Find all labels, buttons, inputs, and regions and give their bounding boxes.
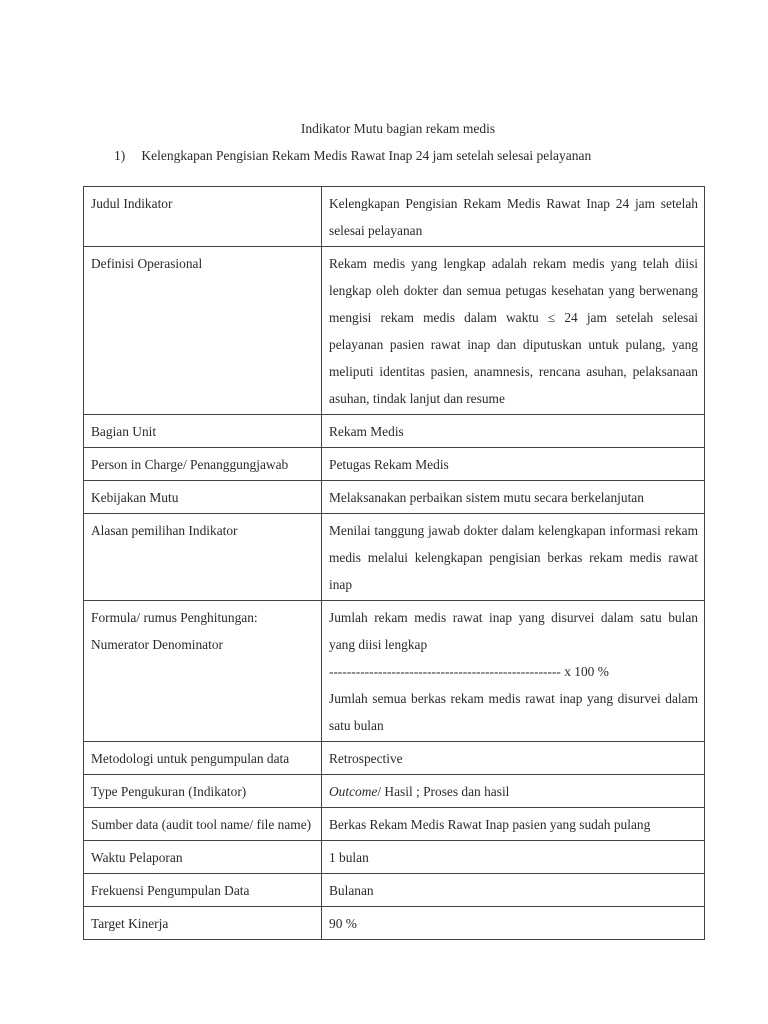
outcome-italic: Outcome	[329, 784, 378, 799]
row-value: 1 bulan	[322, 841, 705, 874]
row-value: Melaksanakan perbaikan sistem mutu secara berkelanjutan	[322, 481, 705, 514]
row-label: Metodologi untuk pengumpulan data	[84, 742, 322, 775]
formula-label-line1: Formula/ rumus Penghitungan:	[91, 610, 258, 625]
table-row-alasan-pemilihan	[84, 514, 705, 601]
row-label: Person in Charge/ Penanggungjawab	[84, 448, 322, 481]
row-value: Rekam Medis	[322, 415, 705, 448]
formula-numerator: Jumlah rekam medis rawat inap yang disurvei dalam satu bulan yang diisi lengkap	[329, 610, 698, 652]
table-row-bagian-unit	[84, 415, 705, 448]
row-label: Alasan pemilihan Indikator	[84, 514, 322, 601]
document-title: Indikator Mutu bagian rekam medis	[300, 121, 496, 136]
table-row-sumber-data	[84, 808, 705, 841]
row-value	[322, 601, 705, 742]
formula-denominator: Jumlah semua berkas rekam medis rawat inap yang disurvei dalam satu bulan	[329, 691, 698, 733]
section-title: Kelengkapan Pengisian Rekam Medis Rawat Inap 24 jam setelah selesai pelayanan	[141, 148, 592, 163]
section-heading	[114, 146, 591, 166]
row-label	[84, 601, 322, 742]
table-row-person-in-charge	[84, 448, 705, 481]
row-label: Target Kinerja	[84, 907, 322, 940]
row-label: Waktu Pelaporan	[84, 841, 322, 874]
row-value: Menilai tanggung jawab dokter dalam kelengkapan informasi rekam medis melalui kelengkapan pengisian berkas rekam medis rawat inap	[322, 514, 705, 601]
row-label: Bagian Unit	[84, 415, 322, 448]
row-label: Sumber data (audit tool name/ file name)	[84, 808, 322, 841]
table-row-definisi-operasional	[84, 247, 705, 415]
table-row-kebijakan-mutu	[84, 481, 705, 514]
type-rest: / Hasil ; Proses dan hasil	[377, 784, 510, 799]
formula-label-line2: Numerator Denominator	[91, 637, 224, 652]
row-value: Bulanan	[322, 874, 705, 907]
row-label: Frekuensi Pengumpulan Data	[84, 874, 322, 907]
table-row-formula	[84, 601, 705, 742]
table-row-waktu-pelaporan	[84, 841, 705, 874]
row-value: 90 %	[322, 907, 705, 940]
row-value: Kelengkapan Pengisian Rekam Medis Rawat Inap 24 jam setelah selesai pelayanan	[322, 187, 705, 247]
row-label: Type Pengukuran (Indikator)	[84, 775, 322, 808]
row-value: Berkas Rekam Medis Rawat Inap pasien yang sudah pulang	[322, 808, 705, 841]
formula-divider: ---------------------------------------------------- x 100 %	[329, 664, 609, 679]
section-number: 1)	[114, 148, 126, 163]
table-row-frekuensi	[84, 874, 705, 907]
row-value	[322, 775, 705, 808]
table-row-judul-indikator	[84, 187, 705, 247]
row-label: Kebijakan Mutu	[84, 481, 322, 514]
row-label: Judul Indikator	[84, 187, 322, 247]
row-value: Retrospective	[322, 742, 705, 775]
row-label: Definisi Operasional	[84, 247, 322, 415]
row-value: Petugas Rekam Medis	[322, 448, 705, 481]
table-row-target-kinerja	[84, 907, 705, 940]
row-value: Rekam medis yang lengkap adalah rekam medis yang telah diisi lengkap oleh dokter dan semua petugas kesehatan yang berwenang mengisi rekam medis dalam waktu ≤ 24 jam setelah selesai pelayanan pasien rawat inap dan diputuskan untuk pulang, yang meliputi identitas pasien, anamnesis, rencana asuhan, pelaksanaan asuhan, tindak lanjut dan resume	[322, 247, 705, 415]
table-row-type-pengukuran	[84, 775, 705, 808]
table-row-metodologi	[84, 742, 705, 775]
indicator-table	[83, 186, 705, 940]
